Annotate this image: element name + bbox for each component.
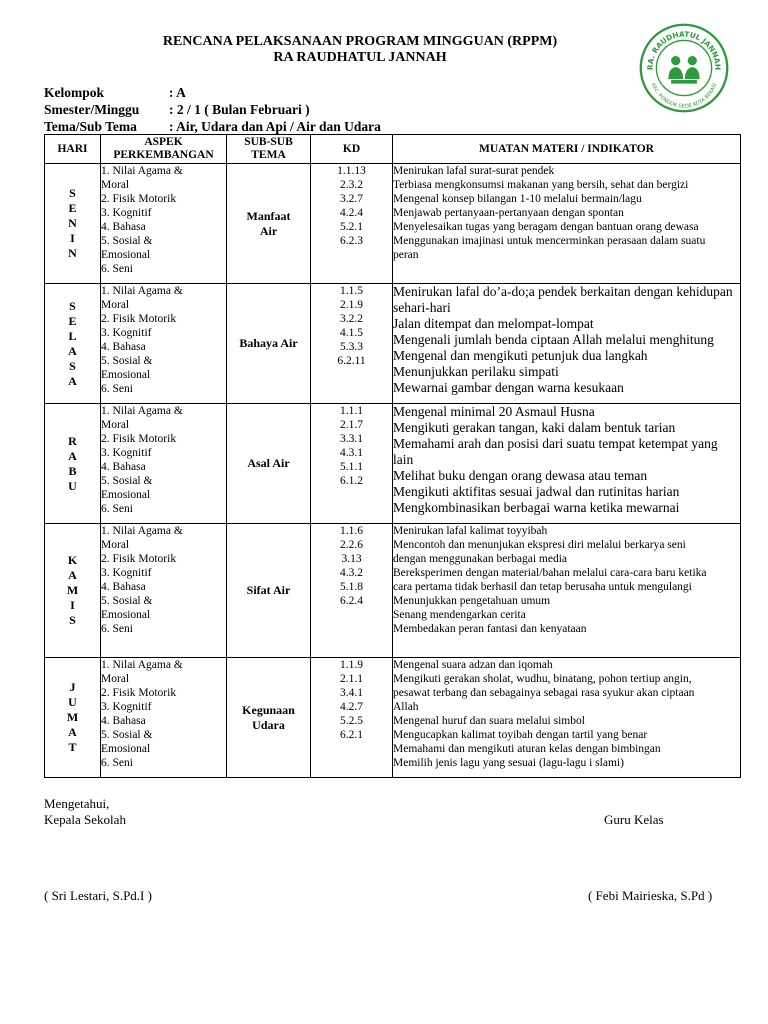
header-hari: HARI [45,135,101,164]
materi-line: Menjawab pertanyaan-pertanyaan dengan spontan [393,207,624,219]
aspek-item: Moral [101,179,130,191]
kd-item: 5.2.1 [340,221,363,233]
aspek-item: 6. Seni [101,503,133,515]
sub-tema-cell [227,284,311,404]
sub-tema-text: Kegunaan [242,702,295,717]
tema-value: : Air, Udara dan Api / Air dan Udara [169,119,381,134]
materi-line: Menggunakan imajinasi untuk mencerminkan perasaan dalam suatu [393,235,706,247]
header-materi: MUATAN MATERI / INDIKATOR [393,135,741,164]
aspek-item: 1. Nilai Agama & [101,165,183,177]
kelompok-value: : A [169,85,186,100]
kd-item: 1.1.6 [340,525,363,537]
day-row-senin [45,164,741,284]
rppm-table [44,134,741,778]
kd-item: 2.3.2 [340,179,363,191]
aspek-item: 3. Kognitif [101,207,152,219]
materi-cell [393,404,741,524]
aspek-item: Moral [101,299,130,311]
kd-item: 2.1.9 [340,299,363,311]
aspek-item: 2. Fisik Motorik [101,193,177,205]
aspek-item: 4. Bahasa [101,461,146,473]
day-letter: N [68,246,77,260]
materi-line: Menirukan lafal surat-surat pendek [393,165,555,177]
aspek-item: 2. Fisik Motorik [101,313,177,325]
materi-line: Membedakan peran fantasi dan kenyataan [393,623,587,635]
materi-line: Mengenal huruf dan suara melalui simbol [393,715,585,727]
day-letter: S [69,613,76,627]
kd-item: 5.3.3 [340,341,363,353]
kelompok-label: Kelompok [44,85,105,100]
kd-item: 2.1.1 [340,673,363,685]
header-sub-tema [227,135,311,164]
aspek-item: 6. Seni [101,383,133,395]
materi-line: cara pertama tidak berhasil dan tetap berusaha untuk mengulangi [393,581,692,593]
day-letter: U [68,695,77,709]
kd-item: 3.3.1 [340,433,363,445]
aspek-item: 3. Kognitif [101,447,152,459]
materi-line: Mengenal minimal 20 Asmaul Husna [393,404,595,419]
materi-line: Mengenali jumlah benda ciptaan Allah melalui menghitung [393,332,714,347]
aspek-item: 2. Fisik Motorik [101,687,177,699]
kd-cell [311,284,393,404]
kd-item: 4.3.1 [340,447,363,459]
aspek-item: 4. Bahasa [101,581,146,593]
day-cell [45,658,101,778]
header-sub-line2: TEMA [251,149,286,161]
materi-line: Menirukan lafal kalimat toyyibah [393,525,548,537]
materi-cell [393,284,741,404]
aspek-item: 3. Kognitif [101,327,152,339]
materi-line: peran [393,249,419,261]
materi-line: dengan menggunakan berbagai media [393,553,568,565]
materi-line: Menunjukkan pengetahuan umum [393,595,551,607]
materi-line: Mengucapkan kalimat toyibah dengan tartil yang benar [393,729,648,741]
aspek-item: 1. Nilai Agama & [101,525,183,537]
smester-label: Smester/Minggu [44,102,140,117]
materi-line: Mengenal dan mengikuti petunjuk dua langkah [393,348,648,363]
kd-item: 6.2.1 [340,729,363,741]
day-letter: A [68,448,77,463]
kd-item: 6.1.2 [340,475,363,487]
aspek-item: 3. Kognitif [101,567,152,579]
kd-item: 3.4.1 [340,687,363,699]
aspek-item: 4. Bahasa [101,715,146,727]
aspek-item: 1. Nilai Agama & [101,285,183,297]
aspek-item: 6. Seni [101,263,133,275]
header-aspek [101,135,227,164]
aspek-item: Emosional [101,743,151,755]
aspek-item: Emosional [101,249,151,261]
materi-line: Mengikuti aktifitas sesuai jadwal dan rutinitas harian [393,484,680,499]
kd-item: 1.1.5 [340,285,363,297]
materi-line: Memahami arah dan posisi dari suatu tempat ketempat yang [393,436,718,451]
aspek-item: 4. Bahasa [101,221,146,233]
materi-line: Senang mendengarkan cerita [393,609,526,621]
sub-tema-cell [227,658,311,778]
materi-line: sehari-hari [393,300,451,315]
kd-item: 6.2.11 [337,355,366,367]
aspek-item: 2. Fisik Motorik [101,433,177,445]
kd-item: 1.1.9 [340,659,363,671]
materi-line: Allah [393,701,419,713]
day-letter: M [66,583,79,597]
svg-text:KEC. PONDOK GEDE KOTA BEKASI: KEC. PONDOK GEDE KOTA BEKASI [649,82,719,110]
materi-line: Jalan ditempat dan melompat-lompat [393,316,594,331]
materi-line: Mewarnai gambar dengan warna kesukaan [393,380,624,395]
kd-item: 4.2.7 [340,701,363,713]
kd-item: 5.1.8 [340,581,363,593]
kd-item: 2.1.7 [340,419,363,431]
guru-kelas-label: Guru Kelas [604,812,664,827]
svg-text:RA. RAUDHATUL JANNAH: RA. RAUDHATUL JANNAH [645,29,723,71]
day-letter: I [70,598,75,612]
sub-tema-cell [227,164,311,284]
materi-line: Mengkombinasikan berbagai warna ketika mewarnai [393,500,680,515]
kd-item: 5.1.1 [340,461,363,473]
sub-tema-text: Air [259,223,278,238]
kd-cell [311,524,393,658]
kd-item: 1.1.1 [340,405,363,417]
aspek-item: 5. Sosial & [101,355,153,367]
guru-kelas-name: ( Febi Mairieska, S.Pd ) [588,888,713,903]
day-letter: M [66,710,79,724]
kepala-sekolah-label: Kepala Sekolah [44,812,126,827]
day-row-kamis [45,524,741,658]
sub-tema-text: Bahaya Air [239,336,298,350]
materi-line: Mengikuti gerakan tangan, kaki dalam bentuk tarian [393,420,676,435]
document-info [44,84,381,135]
aspek-item: 5. Sosial & [101,475,153,487]
header-sub-line1: SUB-SUB [244,136,293,148]
aspek-item: Emosional [101,369,151,381]
materi-line: Memilih jenis lagu yang sesuai (lagu-lagu i slami) [393,757,624,769]
header-aspek-line2: PERKEMBANGAN [113,149,214,161]
materi-line: Menyelesaikan tugas yang beragam dengan bantuan orang dewasa [393,221,699,233]
day-row-rabu [45,404,741,524]
aspek-item: 6. Seni [101,757,133,769]
materi-line: Menunjukkan perilaku simpati [393,364,559,379]
day-letter: E [68,201,77,215]
day-letter: I [70,231,75,245]
day-row-jumat [45,658,741,778]
materi-line: pesawat terbang dan sebagainya sebagai rasa syukur akan ciptaan [393,687,695,699]
kd-item: 5.2.5 [340,715,363,727]
day-cell [45,164,101,284]
day-letter: A [68,343,77,358]
aspek-item: 1. Nilai Agama & [101,659,183,671]
tema-label: Tema/Sub Tema [44,119,137,134]
day-letter: L [68,328,77,343]
aspek-item: 2. Fisik Motorik [101,553,177,565]
materi-line: Bereksperimen dengan material/bahan melalui cara-cara baru ketika [393,567,707,579]
sub-tema-text: Asal Air [247,456,290,470]
day-letter: A [68,568,77,582]
day-letter: T [68,740,77,754]
kepala-sekolah-name: ( Sri Lestari, S.Pd.I ) [44,888,152,903]
aspek-item: 5. Sosial & [101,729,153,741]
day-letter: A [68,725,77,739]
materi-line: lain [393,452,414,467]
kd-item: 4.2.4 [340,207,363,219]
day-letter: K [67,553,78,567]
materi-line: Memahami dan mengikuti aturan kelas dengan bimbingan [393,743,661,755]
sub-tema-text: Manfaat [246,208,291,223]
day-cell [45,284,101,404]
materi-cell [393,164,741,284]
materi-line: Mengenal suara adzan dan iqomah [393,659,553,671]
kd-item: 4.3.2 [340,567,363,579]
kd-item: 3.2.2 [340,313,363,325]
aspek-cell [101,524,227,658]
day-letter: A [68,373,77,388]
aspek-item: 5. Sosial & [101,235,153,247]
day-letter: U [68,478,77,493]
day-letter: S [69,186,76,200]
day-letter: J [69,680,76,694]
kd-item: 2.2.6 [340,539,363,551]
day-letter: E [68,313,77,328]
kd-item: 4.1.5 [340,327,363,339]
sub-tema-text: Udara [252,717,285,732]
kd-item: 3.2.7 [340,193,363,205]
aspek-item: 6. Seni [101,623,133,635]
aspek-item: Emosional [101,489,151,501]
sub-tema-cell [227,524,311,658]
document-title: RENCANA PELAKSANAAN PROGRAM MINGGUAN (RPPM) [162,34,558,49]
school-name: RA RAUDHATUL JANNAH [273,50,447,65]
day-cell [45,524,101,658]
aspek-item: 1. Nilai Agama & [101,405,183,417]
materi-line: Mencontoh dan menunjukan ekspresi diri melalui berkarya seni [393,539,686,551]
materi-line: Melihat buku dengan orang dewasa atau teman [393,468,648,483]
kd-item: 6.2.4 [340,595,363,607]
sub-tema-text: Sifat Air [246,583,291,597]
kd-item: 3.13 [341,553,362,565]
materi-line: Menirukan lafal do’a-do;a pendek berkaitan dengan kehidupan [393,284,733,299]
day-letter: B [68,463,77,478]
kd-cell [311,164,393,284]
aspek-cell [101,658,227,778]
aspek-item: Moral [101,419,130,431]
aspek-cell [101,284,227,404]
aspek-cell [101,164,227,284]
smester-value: : 2 / 1 ( Bulan Februari ) [169,102,310,117]
day-letter: S [69,358,76,373]
aspek-item: Moral [101,673,130,685]
aspek-item: 3. Kognitif [101,701,152,713]
kd-cell [311,658,393,778]
aspek-item: Emosional [101,609,151,621]
day-cell [45,404,101,524]
school-logo [638,22,730,114]
day-letter: S [69,298,76,313]
kd-cell [311,404,393,524]
day-row-selasa [45,284,741,404]
day-letter: N [68,216,77,230]
materi-line: Terbiasa mengkonsumsi makanan yang bersih, sehat dan bergizi [393,179,689,191]
header-kd: KD [311,135,393,164]
day-letter: R [68,433,77,448]
kd-item: 6.2.3 [340,235,363,247]
sub-tema-cell [227,404,311,524]
header-aspek-line1: ASPEK [144,136,183,148]
materi-line: Mengikuti gerakan sholat, wudhu, binatang, pohon tertiup angin, [393,673,692,685]
materi-cell [393,524,741,658]
aspek-item: 4. Bahasa [101,341,146,353]
aspek-item: Moral [101,539,130,551]
table-header-row [45,135,741,164]
aspek-cell [101,404,227,524]
materi-line: Mengenal konsep bilangan 1-10 melalui bermain/lagu [393,193,642,205]
mengetahui-label: Mengetahui, [44,796,110,811]
materi-cell [393,658,741,778]
aspek-item: 5. Sosial & [101,595,153,607]
kd-item: 1.1.13 [337,165,366,177]
